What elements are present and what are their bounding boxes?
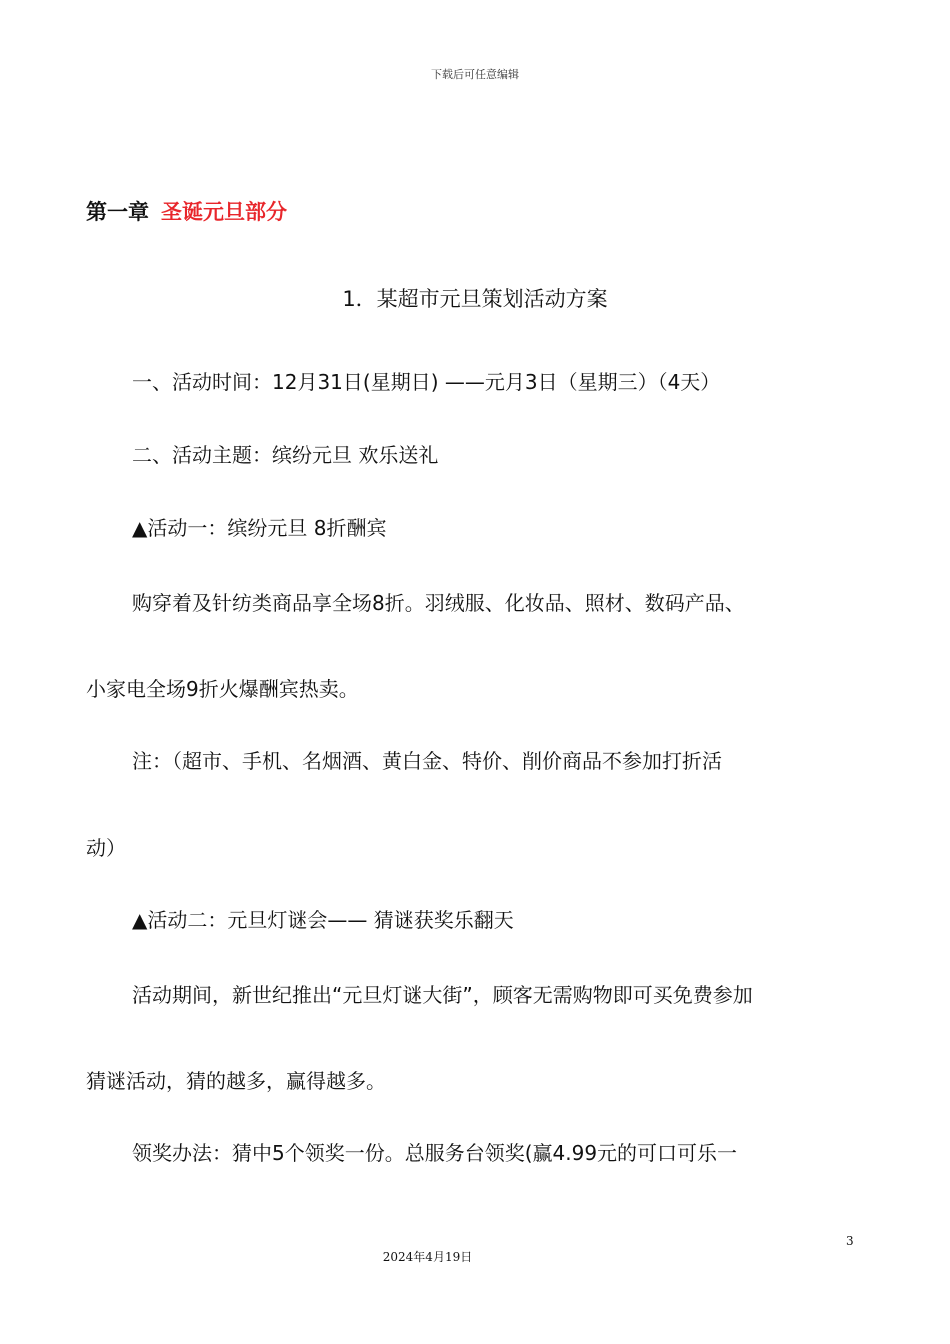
note-text-cont: 动） — [86, 836, 126, 860]
activity-two-text: 活动期间，新世纪推出“元旦灯谜大街”，顾客无需购物即可买免费参加 — [132, 983, 753, 1007]
footer-date: 2024年4月19日 — [382, 1250, 473, 1264]
page-number: 3 — [846, 1234, 854, 1248]
activity-one-text: 购穿着及针纺类商品享全场8折。羽绒服、化妆品、照材、数码产品、 — [132, 591, 745, 615]
prize-method-text: 领奖办法：猜中5个领奖一份。总服务台领奖(赢4.99元的可口可乐一 — [132, 1141, 738, 1165]
section-title: 1．某超市元旦策划活动方案 — [342, 287, 608, 311]
activity-time-line: 一、活动时间：12月31日(星期日) ——元月3日（星期三）（4天） — [132, 370, 721, 394]
activity-one-heading: ▲活动一：缤纷元旦 8折酬宾 — [132, 516, 387, 540]
chapter-heading — [86, 196, 287, 226]
activity-two-heading: ▲活动二：元旦灯谜会—— 猜谜获奖乐翻天 — [132, 908, 514, 932]
note-text: 注：（超市、手机、名烟酒、黄白金、特价、削价商品不参加打折活 — [132, 749, 722, 773]
activity-theme-line: 二、活动主题：缤纷元旦 欢乐送礼 — [132, 443, 439, 467]
header-note: 下载后可任意编辑 — [431, 68, 519, 81]
chapter-number: 第一章 — [86, 200, 149, 224]
chapter-title: 圣诞元旦部分 — [161, 200, 287, 224]
activity-one-text-cont: 小家电全场9折火爆酬宾热卖。 — [86, 677, 359, 701]
activity-two-text-cont: 猜谜活动，猜的越多，赢得越多。 — [86, 1069, 386, 1093]
